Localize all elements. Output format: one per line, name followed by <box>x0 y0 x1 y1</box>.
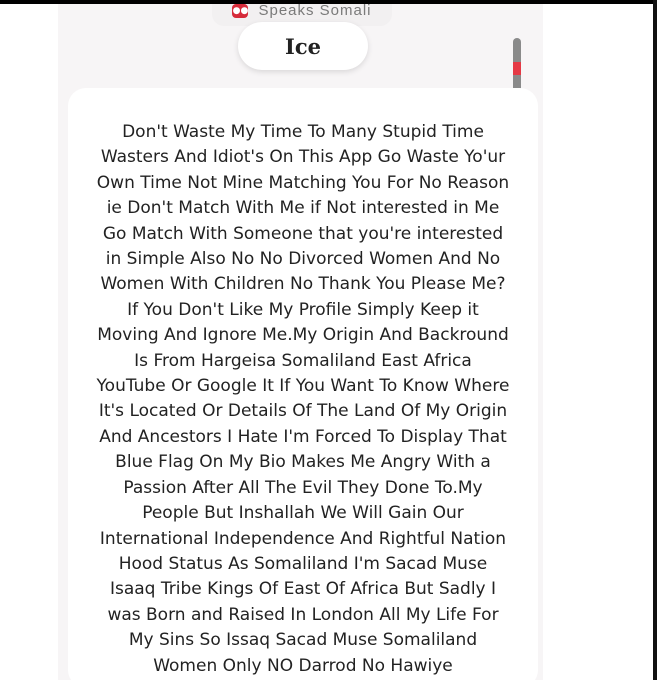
language-chip-label: Speaks Somali <box>258 4 372 19</box>
right-border <box>653 0 657 680</box>
bio-text: Don't Waste My Time To Many Stupid Time Wasters And Idiot's On This App Go Waste Yo'ur Own Time Not Mine Matching You For No Reason ie Don't Match With Me if Not interested in Me Go Match With Someone that you're interested in Simple Also No No Divorced Women And No Women With Children No Thank You Please Me? If You Don't Like My Profile Simply Keep it Moving And Ignore Me.My Origin And Backround Is From Hargeisa Somaliland East Africa YouTube Or Google It If You Want To Know Where It's Located Or Details Of The Land Of My Origin And Ancestors I Hate I'm Forced To Display That Blue Flag On My Bio Makes Me Angry With a Passion After All The Evil They Done To.My People But Inshallah We Will Gain Our International Independence And Rightful Nation Hood Status As Somaliland I'm Sacad Muse Isaaq Tribe Kings Of East Of Africa But Sadly I was Born and Raised In London All My Life For My Sins So Issaq Sacad Muse Somaliland Women Only NO Darrod No Hawiye <box>96 122 510 676</box>
speech-bubble-icon: ●● <box>232 6 249 16</box>
profile-name: Ice <box>285 33 321 59</box>
scrollbar-thumb[interactable] <box>513 62 521 75</box>
profile-name-pill <box>238 22 368 70</box>
